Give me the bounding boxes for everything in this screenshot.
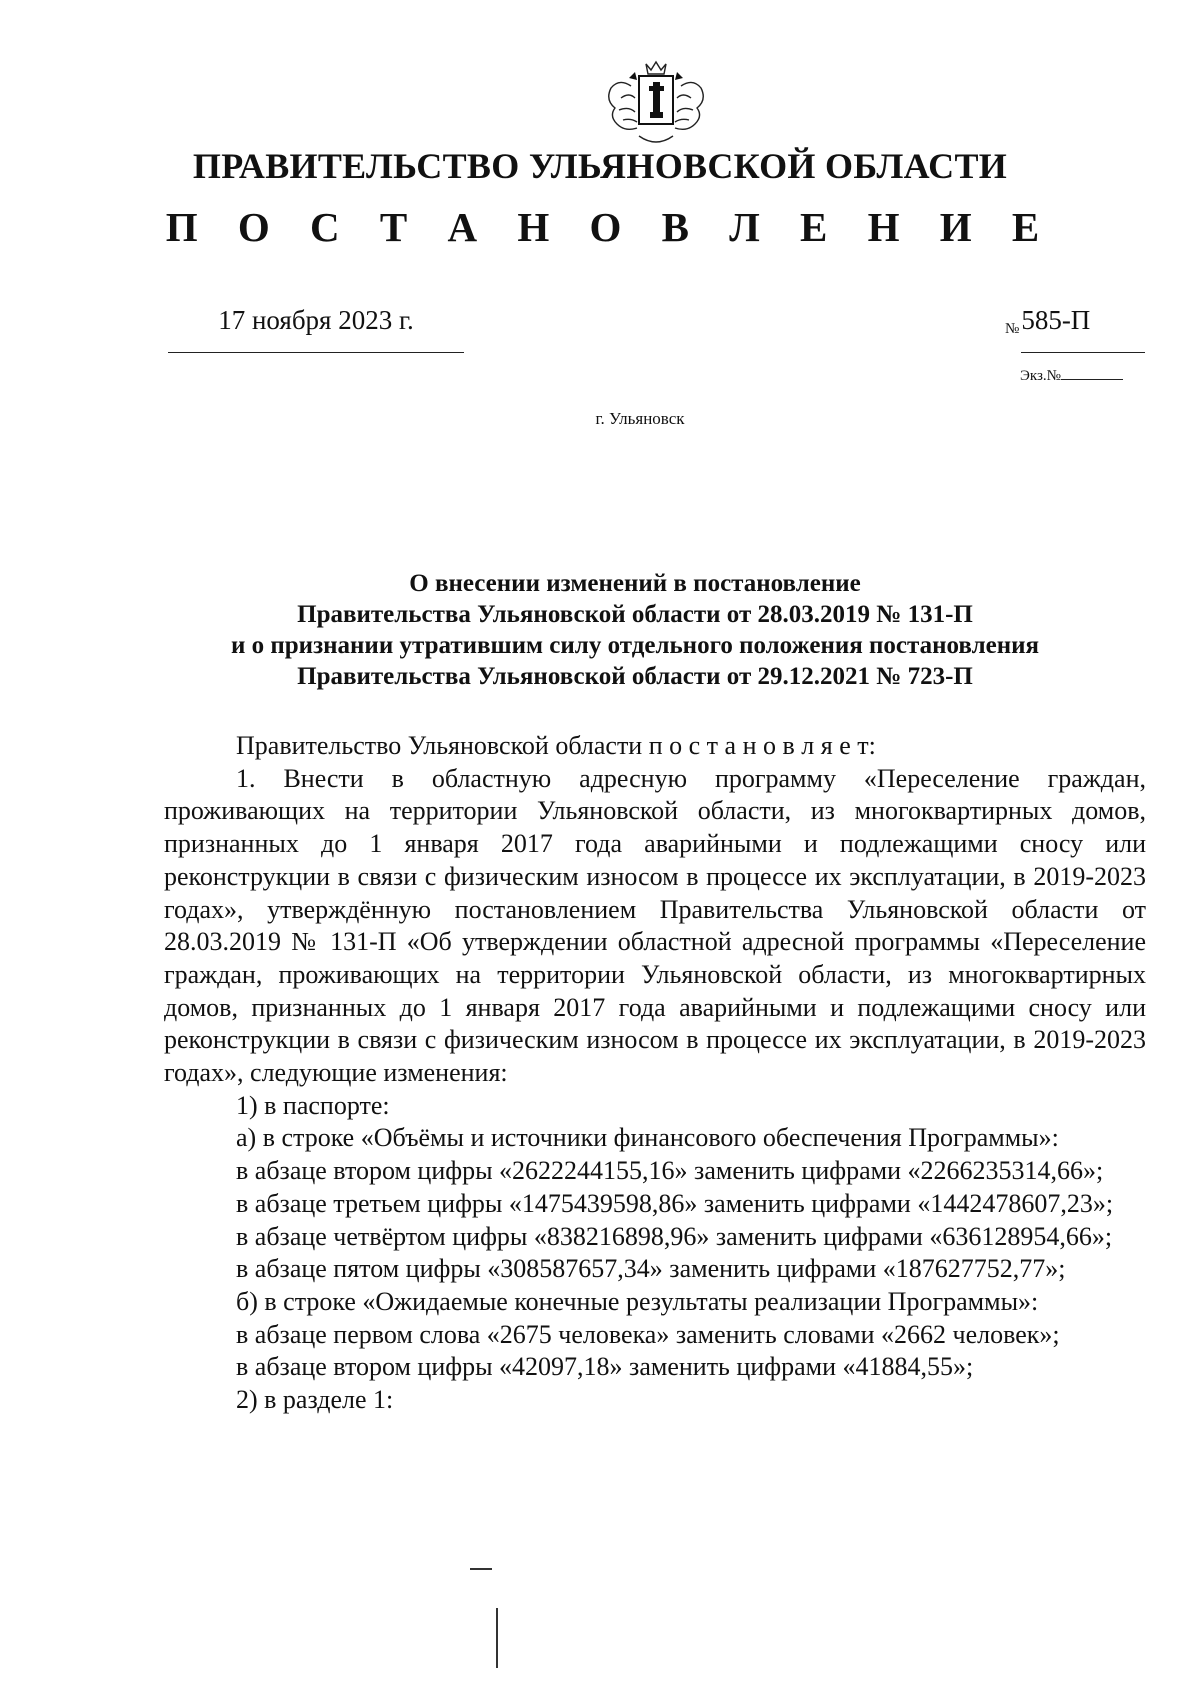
number-sign: № (1005, 321, 1020, 337)
intro-paragraph: Правительство Ульяновской области п о с т а н о в л я е т: (236, 731, 876, 760)
copy-label: Экз.№ (1020, 368, 1061, 384)
scan-artifact (470, 1568, 492, 1570)
resolution-heading (150, 568, 1120, 692)
document-number-block (1005, 305, 1145, 353)
change-line: в абзаце четвёртом цифры «838216898,96» заменить цифрами «636128954,66»; (236, 1221, 1113, 1251)
resolution-body (164, 730, 1146, 1417)
document-number: 585-П (1021, 305, 1145, 353)
city: г. Ульяновск (595, 409, 685, 428)
change-line: в абзаце третьем цифры «1475439598,86» заменить цифрами «1442478607,23»; (236, 1188, 1114, 1218)
change-line: в абзаце первом слова «2675 человека» заменить словами «2662 человек»; (236, 1319, 1060, 1349)
subitem-financing-row: а) в строке «Объёмы и источники финансового обеспечения Программы»: (236, 1123, 1059, 1153)
heading-line: О внесении изменений в постановление (409, 570, 861, 597)
government-title: ПРАВИТЕЛЬСТВО УЛЬЯНОВСКОЙ ОБЛАСТИ (192, 146, 1008, 186)
change-line: в абзаце втором цифры «2622244155,16» заменить цифрами «2266235314,66»; (236, 1156, 1104, 1186)
subitem-passport: 1) в паспорте: (236, 1090, 390, 1120)
document-date: 17 ноября 2023 г. (168, 305, 464, 353)
subitem-results-row: б) в строке «Ожидаемые конечные результаты реализации Программы»: (236, 1286, 1039, 1316)
scan-artifact (496, 1608, 498, 1668)
change-line: в абзаце пятом цифры «308587657,34» заменить цифрами «187627752,77»; (236, 1254, 1066, 1284)
item-1-paragraph: 1. Внести в областную адресную программу «Переселение граждан, проживающих на территории Ульяновской области, из многоквартирных домов, признанных до 1 января 2017 года аварийными и подлежащими сносу или реконструкции в связи с физическим износом в процессе их эксплуатации, в 2019-2023 годах», утверждённую постановлением Правительства Ульяновской области от 28.03.2019 № 131-П «Об утверждении областной адресной программы «Переселение граждан, проживающих на территории Ульяновской области, из многоквартирных домов, признанных до 1 января 2017 года аварийными и подлежащими сносу или реконструкции в связи с физическим износом в процессе их эксплуатации, в 2019-2023 годах», следующие изменения: (164, 763, 1146, 1088)
coat-of-arms-emblem-icon (601, 58, 711, 148)
change-line: в абзаце втором цифры «42097,18» заменить цифрами «41884,55»; (236, 1352, 974, 1382)
heading-line: и о признании утратившим силу отдельного положения постановления (230, 632, 1040, 659)
subitem-section-1: 2) в разделе 1: (236, 1385, 394, 1415)
document-type-title: П О С Т А Н О В Л Е Н И Е (165, 204, 1055, 250)
heading-line: Правительства Ульяновской области от 29.12.2021 № 723-П (297, 663, 973, 690)
heading-line: Правительства Ульяновской области от 28.03.2019 № 131-П (297, 601, 973, 628)
copy-number-block (1020, 368, 1123, 385)
copy-number-line (1061, 379, 1123, 380)
